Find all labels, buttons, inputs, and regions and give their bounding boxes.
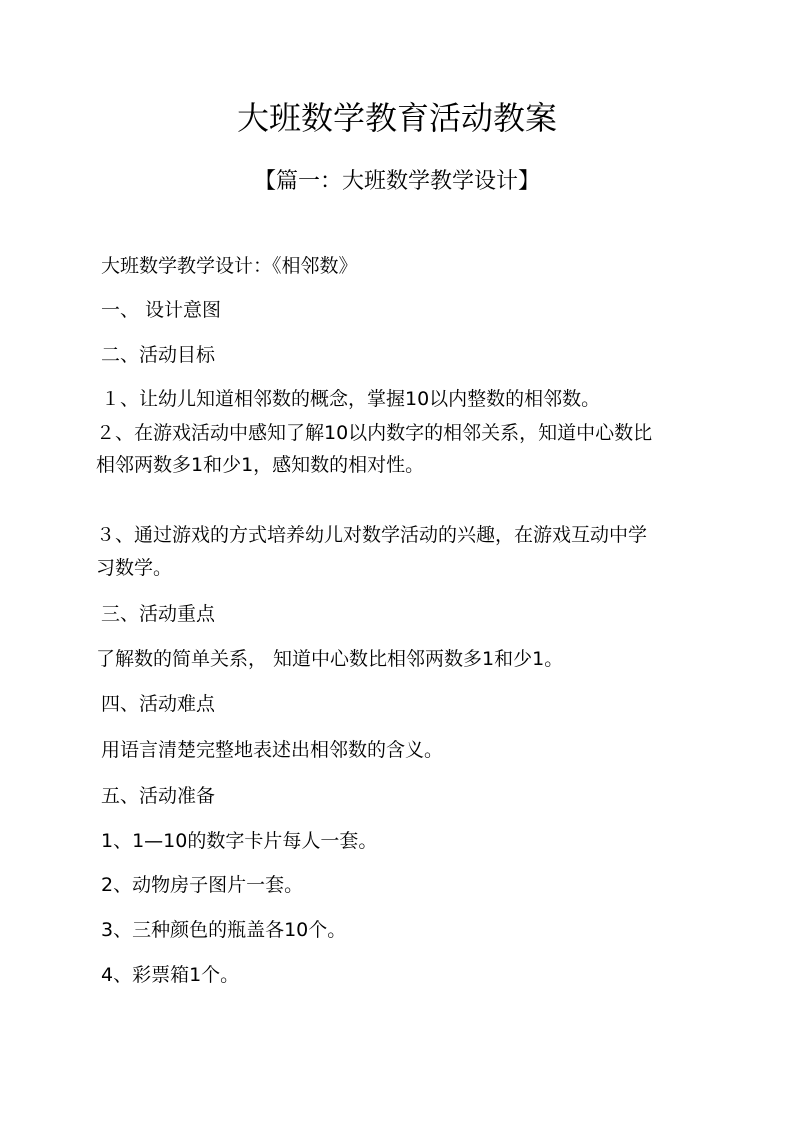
document-title: 大班数学教育活动教案 xyxy=(236,99,557,137)
goal-item-3-line-2: 习数学。 xyxy=(96,557,173,579)
section-one-heading: 一、 设计意图 xyxy=(101,299,222,321)
material-item-3: 3、三种颜色的瓶盖各10个。 xyxy=(101,919,347,941)
section-three-heading: 三、活动重点 xyxy=(101,603,216,625)
goal-item-2-line-2: 相邻两数多1和少1，感知数的相对性。 xyxy=(96,454,425,476)
goal-item-3-line-1: ３、通过游戏的方式培养幼儿对数学活动的兴趣，在游戏互动中学 xyxy=(96,524,648,546)
key-point-text: 了解数的简单关系， 知道中心数比相邻两数多1和少1。 xyxy=(96,648,564,670)
section-two-heading: 二、活动目标 xyxy=(101,344,216,366)
difficulty-text: 用语言清楚完整地表述出相邻数的含义。 xyxy=(101,739,444,761)
material-item-2: 2、动物房子图片一套。 xyxy=(101,874,304,896)
goal-item-1: １、让幼儿知道相邻数的概念，掌握10以内整数的相邻数。 xyxy=(101,388,601,410)
document-subtitle: 【篇一：大班数学教学设计】 xyxy=(253,169,540,194)
material-item-4: 4、彩票箱1个。 xyxy=(101,964,240,986)
design-heading: 大班数学教学设计：《相邻数》 xyxy=(101,255,358,277)
section-four-heading: 四、活动难点 xyxy=(101,693,216,715)
section-five-heading: 五、活动准备 xyxy=(101,785,216,807)
material-item-1: 1、1—10的数字卡片每人一套。 xyxy=(101,830,378,852)
goal-item-2-line-1: ２、在游戏活动中感知了解10以内数字的相邻关系，知道中心数比 xyxy=(96,422,653,444)
